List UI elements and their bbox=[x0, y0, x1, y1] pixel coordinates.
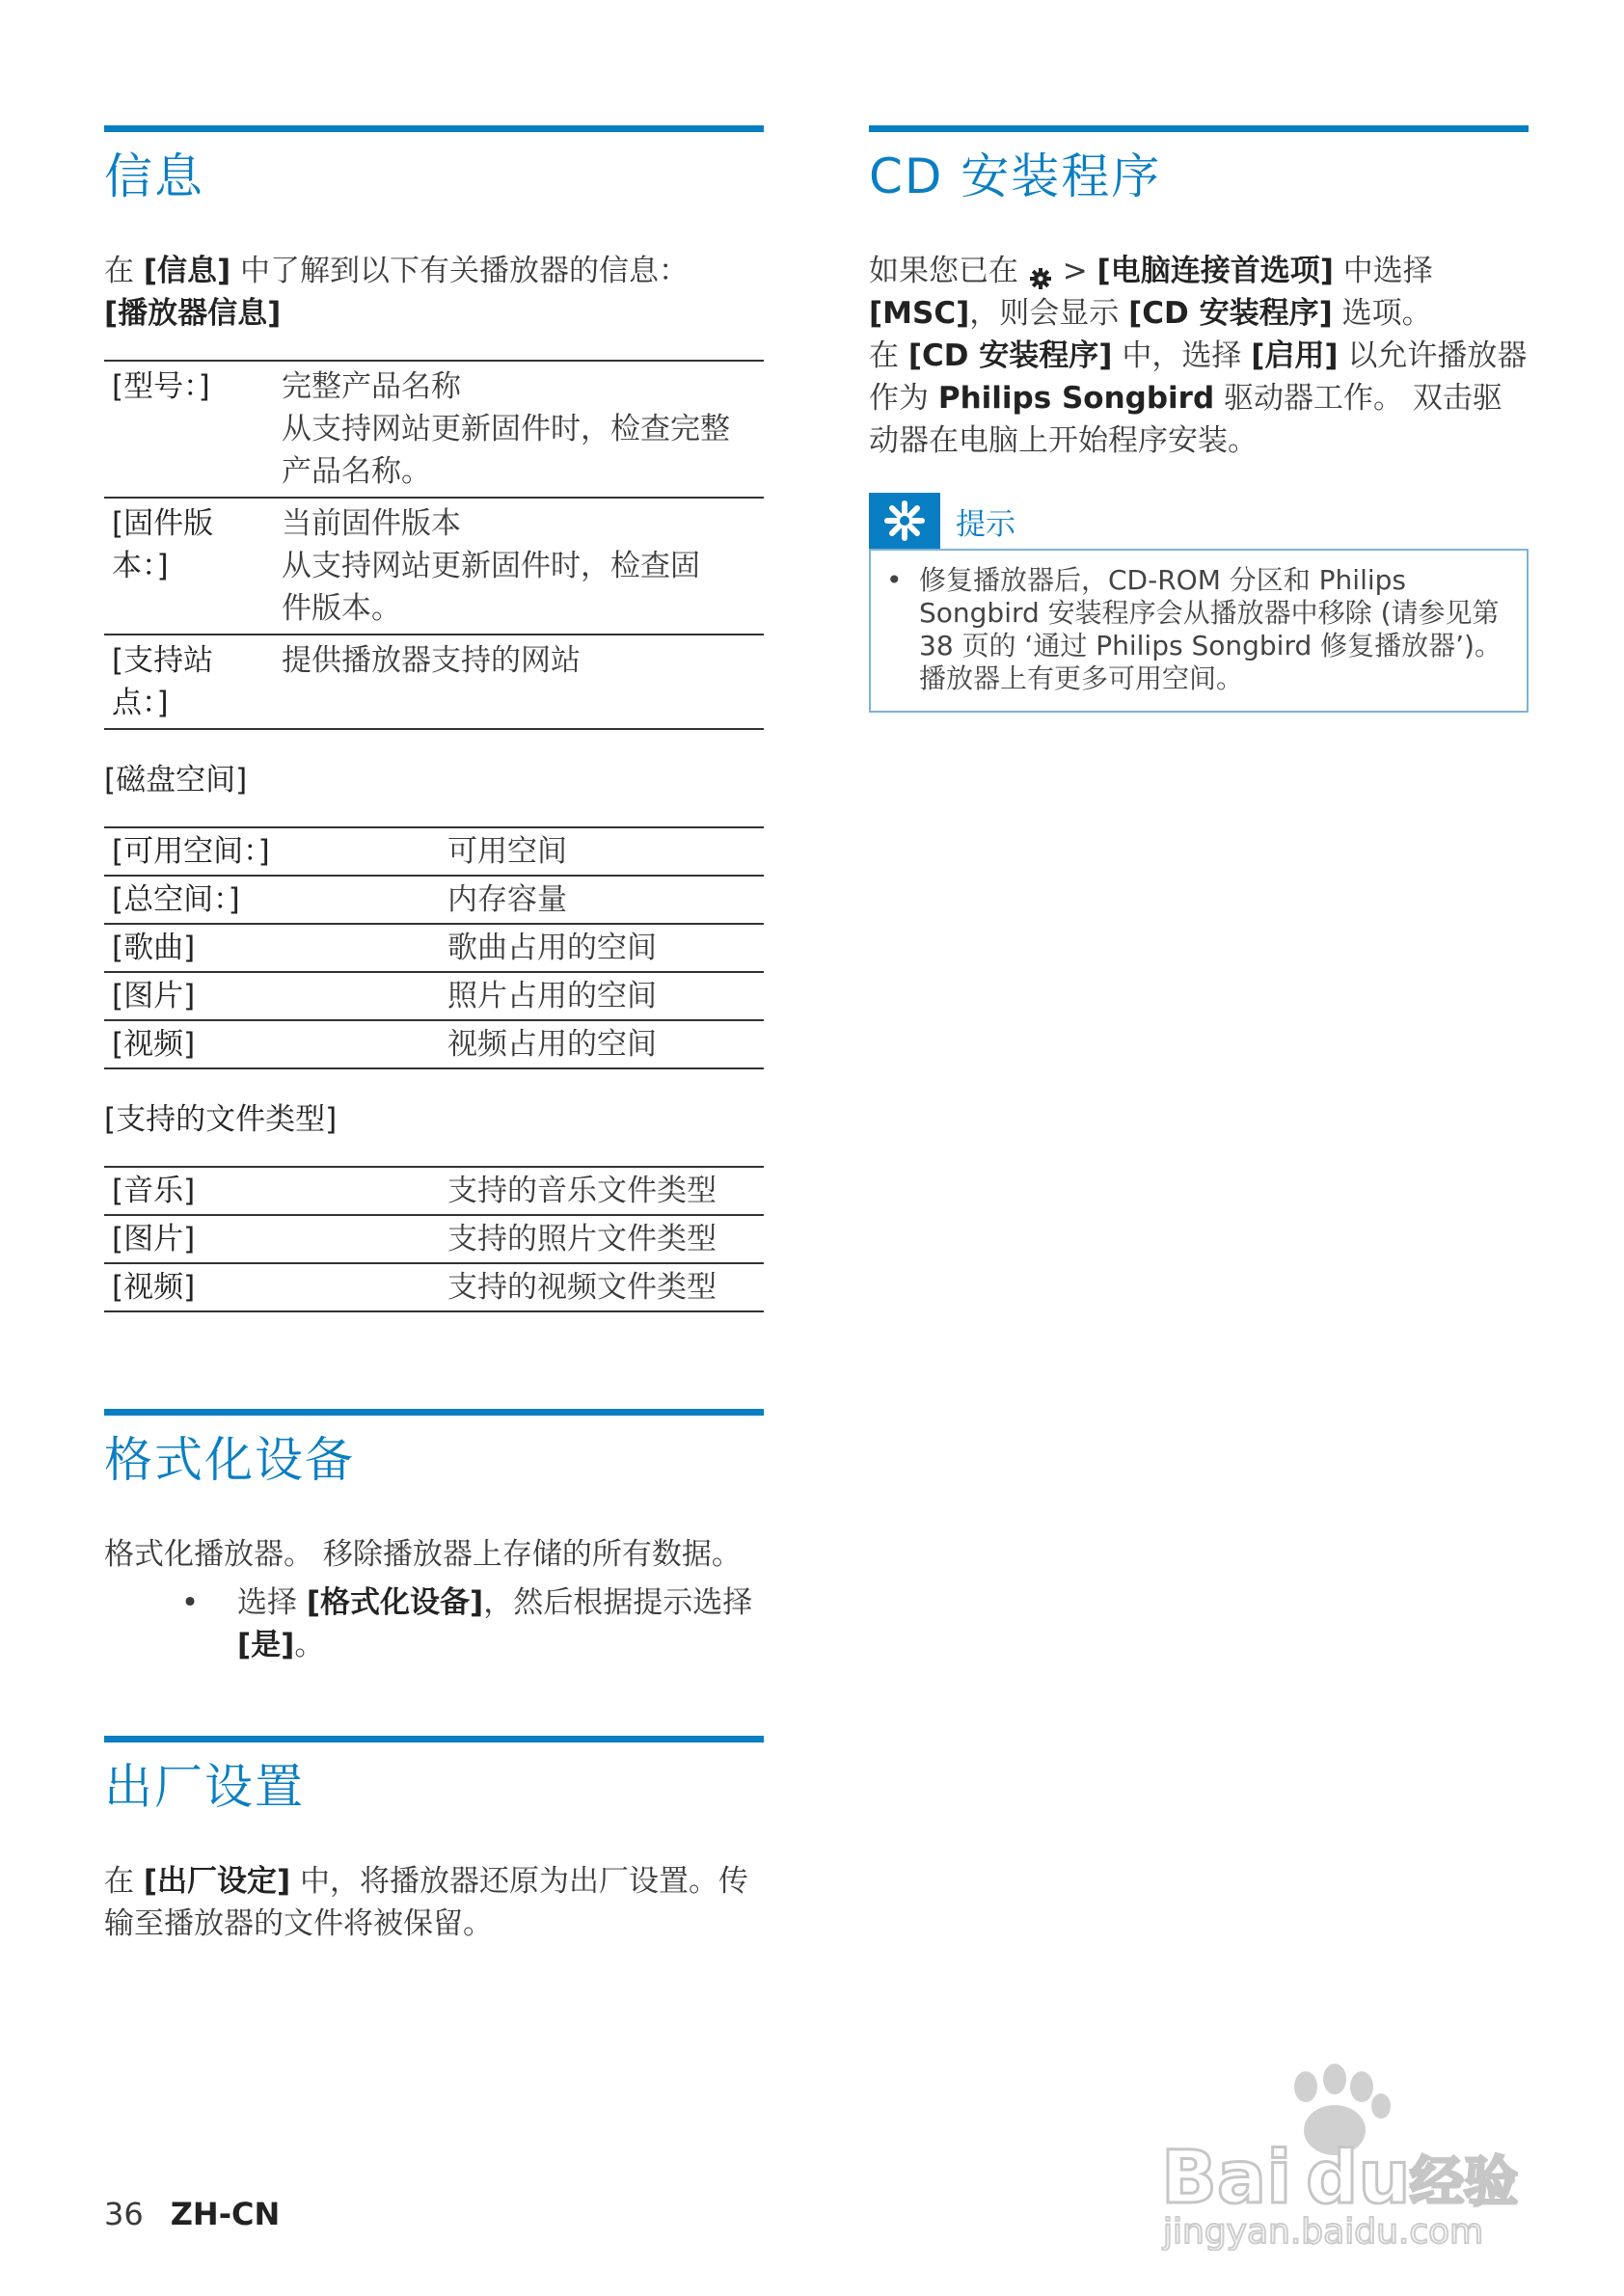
bullet-text: 选择 [格式化设备]，然后根据提示选择 [是]。 bbox=[237, 1585, 753, 1662]
section-divider bbox=[869, 125, 1529, 132]
table-row: [歌曲] 歌曲占用的空间 bbox=[104, 924, 764, 972]
baidu-paw-logo-icon bbox=[1161, 2058, 1547, 2251]
table-row bbox=[104, 361, 764, 498]
table-row: [总空间：] 内存容量 bbox=[104, 876, 764, 924]
section-divider bbox=[104, 1409, 764, 1416]
tip-box bbox=[869, 493, 1529, 713]
tip-label: 提示 bbox=[956, 506, 1015, 542]
row-value: 完整产品名称 从支持网站更新固件时，检查完整 产品名称。 bbox=[282, 369, 730, 489]
table-row: [图片] 照片占用的空间 bbox=[104, 972, 764, 1020]
table-row: [图片] 支持的照片文件类型 bbox=[104, 1215, 764, 1263]
page-number: 36 bbox=[104, 2196, 144, 2232]
bullet-dot: • bbox=[886, 564, 903, 596]
bullet-dot: • bbox=[180, 1585, 200, 1620]
row-key: [支持站点：] bbox=[104, 635, 274, 729]
player-info-label: [播放器信息] bbox=[104, 296, 282, 331]
svg-text:du: du bbox=[1306, 2134, 1411, 2220]
right-column bbox=[869, 125, 1529, 713]
disk-space-table bbox=[104, 826, 764, 1069]
tip-content bbox=[869, 549, 1529, 713]
tip-text: 修复播放器后，CD-ROM 分区和 Philips Songbird 安装程序会从播放器中移除 (请参见第 38 页的 ‘通过 Philips Songbird 修复播放器’)。 播放器上有更多可用空间。 bbox=[919, 564, 1502, 694]
section-divider bbox=[104, 1736, 764, 1742]
table-row: [视频] 视频占用的空间 bbox=[104, 1020, 764, 1068]
row-key: [固件版本：] bbox=[104, 498, 274, 635]
row-value: 提供播放器支持的网站 bbox=[274, 635, 764, 729]
language-code: ZH-CN bbox=[170, 2196, 281, 2232]
svg-text:经验: 经验 bbox=[1410, 2151, 1518, 2214]
table-row: [视频] 支持的视频文件类型 bbox=[104, 1263, 764, 1311]
table-row: [可用空间：] 可用空间 bbox=[112, 834, 567, 869]
left-column bbox=[104, 125, 764, 1945]
factory-title: 出厂设置 bbox=[104, 1759, 305, 1815]
cd-installer-section bbox=[869, 125, 1529, 713]
file-types-label: [支持的文件类型] bbox=[104, 1102, 338, 1137]
file-types-table bbox=[104, 1166, 764, 1312]
factory-section bbox=[104, 1736, 764, 1945]
cd-installer-title: CD 安装程序 bbox=[869, 149, 1162, 204]
table-row bbox=[104, 498, 764, 635]
row-value: 当前固件版本 从支持网站更新固件时，检查固 件版本。 bbox=[274, 498, 764, 635]
factory-body: 在 [出厂设定] 中，将播放器还原为出厂设置。传输至播放器的文件将被保留。 bbox=[104, 1864, 749, 1941]
tip-asterisk-icon bbox=[869, 493, 940, 549]
baidu-jingyan-watermark bbox=[1161, 2058, 1547, 2251]
disk-space-label: [磁盘空间] bbox=[104, 763, 248, 797]
table-row bbox=[104, 635, 764, 729]
svg-text:jingyan.baidu.com: jingyan.baidu.com bbox=[1163, 2212, 1484, 2251]
info-section bbox=[104, 125, 764, 1312]
svg-text:Bai: Bai bbox=[1161, 2134, 1292, 2220]
cd-installer-para-2: 在 [CD 安装程序] 中，选择 [启用] 以允许播放器作为 Philips Songbird 驱动器工作。 双击驱动器在电脑上开始程序安装。 bbox=[869, 338, 1528, 458]
info-intro: 在 [信息] 中了解到以下有关播放器的信息： [播放器信息] bbox=[104, 254, 690, 331]
format-section bbox=[104, 1409, 764, 1666]
tip-header bbox=[869, 493, 1529, 549]
section-divider bbox=[104, 125, 764, 132]
format-title: 格式化设备 bbox=[104, 1432, 355, 1488]
page-footer bbox=[104, 2195, 280, 2233]
table-row: [音乐] 支持的音乐文件类型 bbox=[112, 1174, 717, 1208]
tip-item bbox=[886, 564, 1507, 695]
format-body: 格式化播放器。 移除播放器上存储的所有数据。 bbox=[104, 1537, 742, 1572]
gear-icon bbox=[1028, 260, 1053, 285]
row-key: [型号：] bbox=[112, 369, 210, 404]
player-info-table bbox=[104, 360, 764, 730]
cd-installer-para-1: 如果您已在 > [电脑连接首选项] 中选择 [MSC]，则会显示 [CD 安装程序] 选项。 bbox=[869, 254, 1433, 331]
format-bullet bbox=[104, 1581, 764, 1666]
info-title: 信息 bbox=[104, 149, 204, 204]
